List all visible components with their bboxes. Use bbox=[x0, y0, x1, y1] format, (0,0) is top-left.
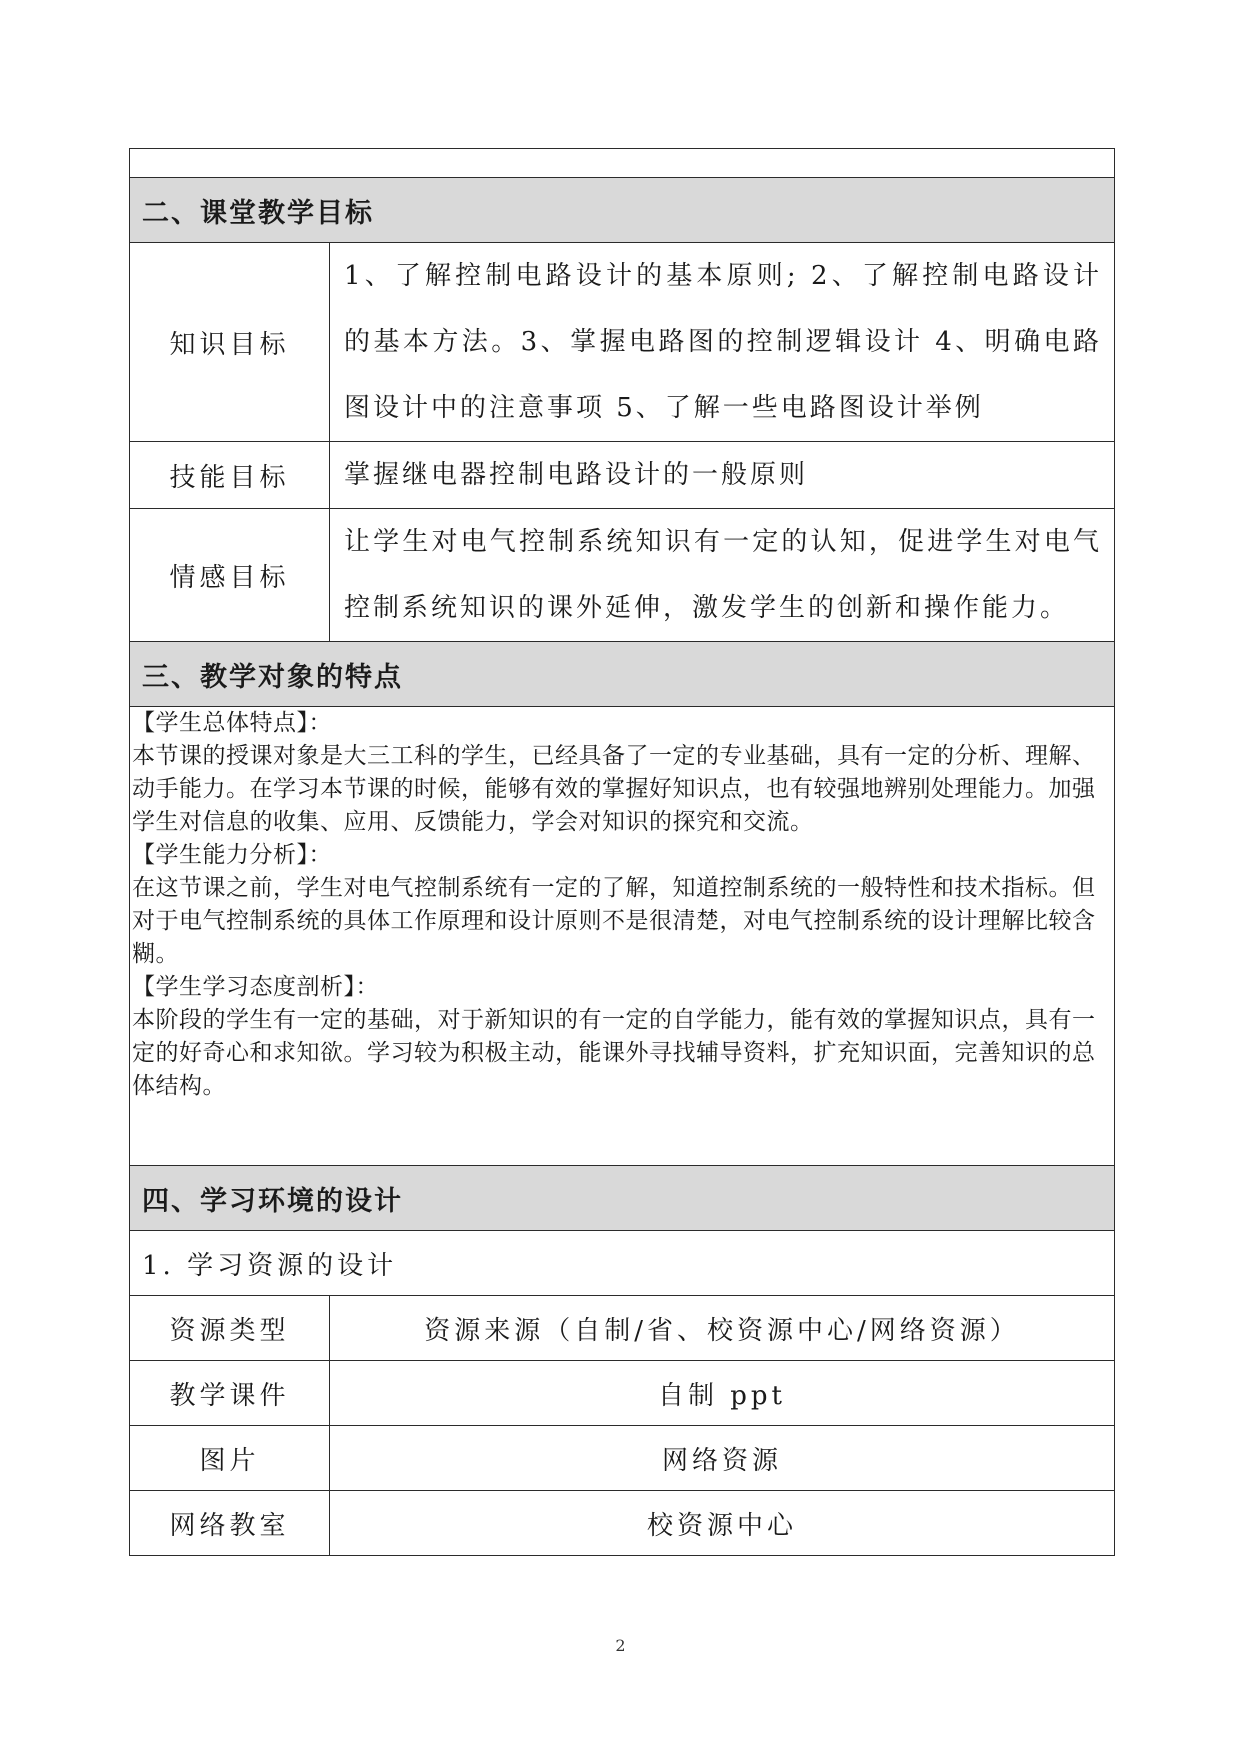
analysis-text-attitude: 本阶段的学生有一定的基础，对于新知识的有一定的自学能力，能有效的掌握知识点，具有一定的好奇心和求知欲。学习较为积极主动，能课外寻找辅导资料，扩充知识面，完善知识的总体结构。 bbox=[132, 1007, 1096, 1099]
resource-type: 图片 bbox=[130, 1426, 330, 1491]
page-number: 2 bbox=[615, 1636, 626, 1655]
analysis-heading-ability: 【学生能力分析】： bbox=[132, 842, 332, 868]
resource-row bbox=[130, 1491, 1115, 1556]
resource-header-row bbox=[130, 1296, 1115, 1361]
analysis-text-overall: 本节课的授课对象是大三工科的学生，已经具备了一定的专业基础，具有一定的分析、理解、动手能力。在学习本节课的时候，能够有效的掌握好知识点，也有较强地辨别处理能力。加强学生对信息的收集、应用、反馈能力，学会对知识的探究和交流。 bbox=[132, 743, 1096, 835]
resource-row bbox=[130, 1426, 1115, 1491]
resource-source: 自制 ppt bbox=[330, 1361, 1115, 1426]
section3-title: 三、教学对象的特点 bbox=[130, 642, 1115, 707]
student-analysis bbox=[130, 707, 1115, 1166]
table-top-blank-row bbox=[130, 149, 1115, 178]
resource-type: 网络教室 bbox=[130, 1491, 330, 1556]
section3-header-row bbox=[130, 642, 1115, 707]
analysis-heading-attitude: 【学生学习态度剖析】： bbox=[132, 974, 379, 1000]
resource-design-subtitle: 1. 学习资源的设计 bbox=[130, 1231, 1115, 1296]
section2-title: 二、课堂教学目标 bbox=[130, 178, 1115, 243]
section4-subtitle-row bbox=[130, 1231, 1115, 1296]
section2-header-row bbox=[130, 178, 1115, 243]
analysis-heading-overall: 【学生总体特点】： bbox=[132, 710, 332, 736]
goal-text-skill: 掌握继电器控制电路设计的一般原则 bbox=[330, 442, 1115, 509]
goal-row-knowledge bbox=[130, 243, 1115, 442]
resource-source: 网络资源 bbox=[330, 1426, 1115, 1491]
goal-row-skill bbox=[130, 442, 1115, 509]
analysis-text-ability: 在这节课之前，学生对电气控制系统有一定的了解，知道控制系统的一般特性和技术指标。但对于电气控制系统的具体工作原理和设计原则不是很清楚，对电气控制系统的设计理解比较含糊。 bbox=[132, 875, 1096, 967]
student-analysis-row bbox=[130, 707, 1115, 1166]
goal-label-knowledge: 知识目标 bbox=[130, 243, 330, 442]
resource-type-header: 资源类型 bbox=[130, 1296, 330, 1361]
lesson-plan-table bbox=[129, 148, 1115, 1556]
goal-label-emotion: 情感目标 bbox=[130, 509, 330, 642]
resource-row bbox=[130, 1361, 1115, 1426]
goal-text-emotion: 让学生对电气控制系统知识有一定的认知，促进学生对电气控制系统知识的课外延伸，激发学生的创新和操作能力。 bbox=[330, 509, 1115, 642]
resource-type: 教学课件 bbox=[130, 1361, 330, 1426]
goal-label-skill: 技能目标 bbox=[130, 442, 330, 509]
section4-header-row bbox=[130, 1166, 1115, 1231]
goal-text-knowledge: 1、了解控制电路设计的基本原则; 2、了解控制电路设计的基本方法。3、掌握电路图的控制逻辑设计 4、明确电路图设计中的注意事项 5、了解一些电路图设计举例 bbox=[330, 243, 1115, 442]
goal-row-emotion bbox=[130, 509, 1115, 642]
section4-title: 四、学习环境的设计 bbox=[130, 1166, 1115, 1231]
resource-source: 校资源中心 bbox=[330, 1491, 1115, 1556]
resource-source-header: 资源来源（自制/省、校资源中心/网络资源） bbox=[330, 1296, 1115, 1361]
